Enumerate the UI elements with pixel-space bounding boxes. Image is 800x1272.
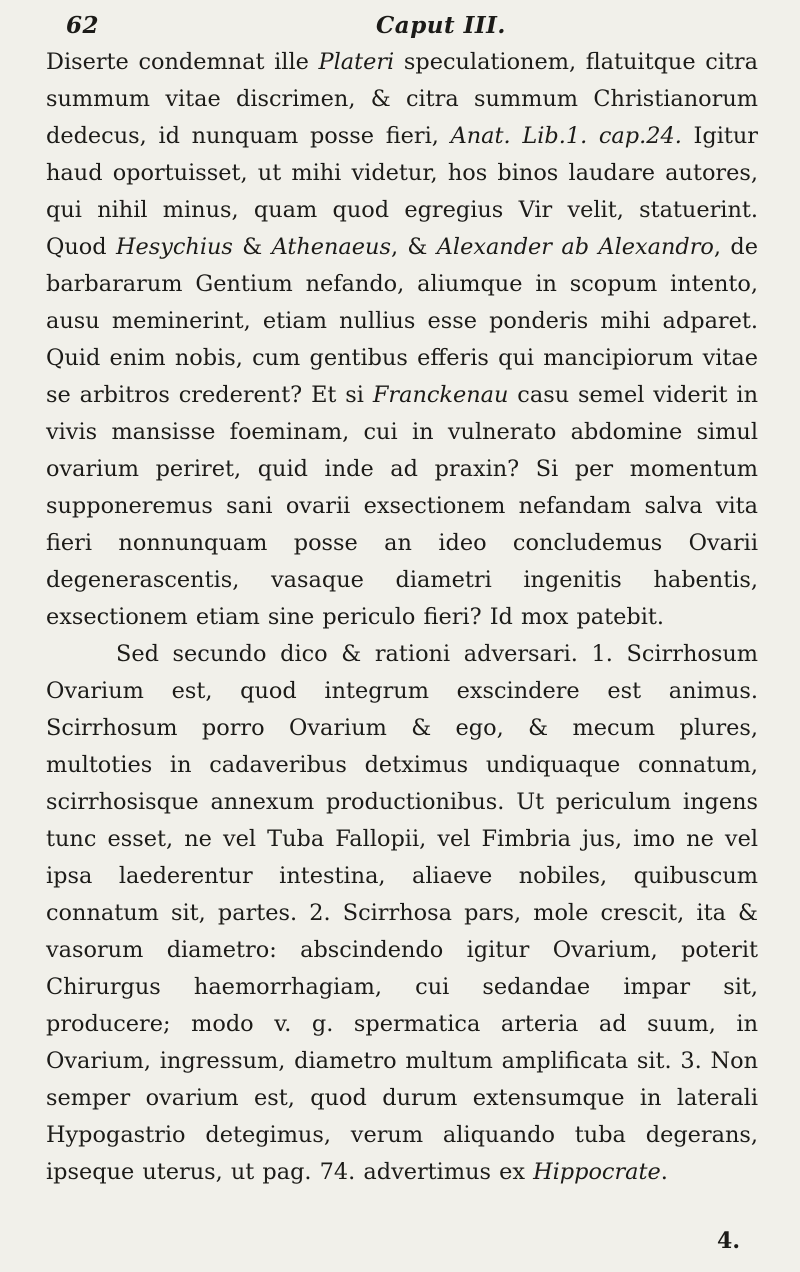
author-name-franckenau: Franckenau [372, 382, 509, 408]
author-name-hesychius: Hesychius [115, 234, 233, 260]
text-run: Diserte condemnat ille [46, 49, 319, 75]
text-run: . [660, 1159, 668, 1185]
chapter-title: Caput III. [376, 12, 506, 39]
text-run: & [232, 234, 272, 260]
text-run: Sed secundo dico & rationi adversari. 1. Scirrhosum Ovarium est, quod integrum exscindere est animus. Scirrhosum porro Ovarium & ego, & mecum plures, multoties in cadaveribus detximus undiquaque connatum, scirrhosisque annexum productionibus. Ut periculum ingens tunc esset, ne vel Tuba Fallopii, vel Fimbria jus, imo ne vel ipsa laederentur intestina, aliaeve nobiles, quibuscum connatum sit, partes. 2. Scirrhosa pars, mole crescit, ita & vasorum diametro: abscindendo igitur Ovarium, poterit Chirurgus haemorrhagiam, cui sedandae impar sit, producere; modo v. g. spermatica arteria ad suum, in Ovarium, ingressum, diametro multum amplificata sit. 3. Non semper ovarium est, quod durum extensumque in laterali Hypogastrio detegimus, verum aliquando tuba degerans, ipseque uterus, ut pag. 74. advertimus ex [46, 641, 758, 1185]
author-name-plateri: Plateri [318, 49, 395, 75]
paragraph-1 [46, 44, 758, 636]
author-name-athenaeus: Athenaeus [271, 234, 391, 260]
running-head [46, 8, 758, 44]
citation: Anat. Lib.1. cap.24. [450, 123, 682, 149]
page-number: 62 [66, 12, 100, 39]
author-name-hippocrates: Hippocrate [533, 1159, 661, 1185]
text-run: Igitur haud oportuisset, ut mihi videtur, hos binos laudare autores, qui nihil minus, quam quod egregius Vir velit, statuerint. Quod [46, 123, 759, 260]
catchword: 4. [717, 1228, 740, 1254]
author-name-alexander: Alexander ab Alexandro [436, 234, 714, 260]
text-run: casu semel viderit in vivis mansisse foeminam, cui in vulnerato abdomine simul ovarium periret, quid inde ad praxin? Si per momentum supponeremus sani ovarii exsectionem nefandam salva vita fieri nonnunquam posse an ideo concludemus Ovarii degenerascentis, vasaque diametri ingenitis habentis, exsectionem etiam sine periculo fieri? Id mox patebit. [46, 382, 758, 630]
paragraph-2 [46, 636, 758, 1191]
text-run: speculationem, flatuitque citra summum vitae discrimen, & citra summum Christianorum dedecus, id nunquam posse fieri, [46, 49, 758, 149]
body-text [46, 44, 758, 1191]
text-run: , & [390, 234, 437, 260]
text-run: , de barbararum Gentium nefando, aliumque in scopum intento, ausu meminerint, etiam nullius esse ponderis mihi adparet. Quid enim nobis, cum gentibus efferis qui mancipiorum vitae se arbitros crederent? Et si [46, 234, 758, 408]
